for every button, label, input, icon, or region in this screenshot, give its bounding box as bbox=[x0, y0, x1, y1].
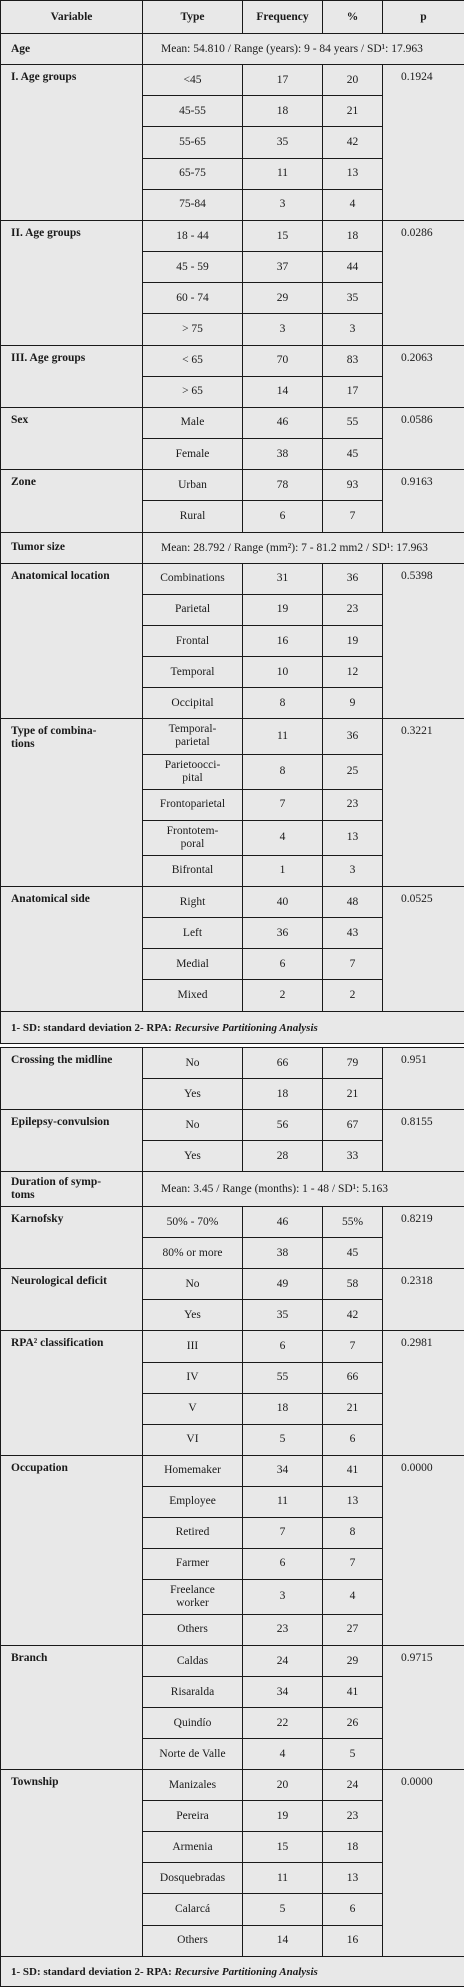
frequency-cell: 3 bbox=[243, 1579, 323, 1614]
percent-cell: 43 bbox=[323, 918, 383, 949]
type-cell: 45-55 bbox=[143, 96, 243, 127]
type-cell: > 75 bbox=[143, 314, 243, 345]
percent-cell: 41 bbox=[323, 1455, 383, 1486]
col-header-frequency: Frequency bbox=[243, 1, 323, 34]
percent-cell: 48 bbox=[323, 886, 383, 917]
type-cell: Risaralda bbox=[143, 1677, 243, 1708]
type-cell: Frontal bbox=[143, 625, 243, 656]
variable-cell: Anatomical side bbox=[1, 886, 143, 1011]
p-value-cell: 0.0000 bbox=[383, 1770, 464, 1957]
type-cell: Others bbox=[143, 1925, 243, 1956]
percent-cell: 8 bbox=[323, 1517, 383, 1548]
frequency-cell: 34 bbox=[243, 1677, 323, 1708]
percent-cell: 42 bbox=[323, 127, 383, 158]
variable-cell: Branch bbox=[1, 1645, 143, 1769]
type-cell: Female bbox=[143, 439, 243, 470]
header-row bbox=[1, 1, 464, 34]
table-row bbox=[1, 1645, 464, 1676]
table-row bbox=[1, 563, 464, 594]
variable-cell: III. Age groups bbox=[1, 345, 143, 407]
type-cell: 60 - 74 bbox=[143, 283, 243, 314]
percent-cell: 13 bbox=[323, 158, 383, 189]
frequency-cell: 35 bbox=[243, 127, 323, 158]
frequency-cell: 38 bbox=[243, 1238, 323, 1269]
percent-cell: 45 bbox=[323, 439, 383, 470]
type-cell: No bbox=[143, 1110, 243, 1141]
footnote bbox=[1, 1957, 464, 1987]
frequency-cell: 18 bbox=[243, 1079, 323, 1110]
type-cell: Urban bbox=[143, 470, 243, 501]
frequency-cell: 78 bbox=[243, 470, 323, 501]
percent-cell: 13 bbox=[323, 1486, 383, 1517]
type-cell: Armenia bbox=[143, 1832, 243, 1863]
footnote-row bbox=[1, 1957, 464, 1987]
type-cell: Caldas bbox=[143, 1645, 243, 1676]
type-cell: Parietal bbox=[143, 594, 243, 625]
table-row bbox=[1, 719, 464, 754]
variable-cell: RPA² classification bbox=[1, 1331, 143, 1455]
variable-cell: Township bbox=[1, 1770, 143, 1957]
type-cell: Mixed bbox=[143, 980, 243, 1012]
type-cell: 75-84 bbox=[143, 189, 243, 220]
type-cell: Quindío bbox=[143, 1708, 243, 1739]
percent-cell: 36 bbox=[323, 719, 383, 754]
results-table-part-2 bbox=[0, 1047, 464, 1987]
variable-cell: Zone bbox=[1, 470, 143, 532]
percent-cell: 27 bbox=[323, 1614, 383, 1645]
p-value-cell: 0.5398 bbox=[383, 563, 464, 719]
footnote-text: 1- SD: standard deviation 2- RPA: bbox=[11, 1021, 175, 1034]
percent-cell: 45 bbox=[323, 1238, 383, 1269]
p-value-cell: 0.0586 bbox=[383, 407, 464, 469]
type-cell: Temporal- parietal bbox=[143, 719, 243, 754]
table-row bbox=[1, 886, 464, 917]
type-cell: Right bbox=[143, 886, 243, 917]
percent-cell: 9 bbox=[323, 688, 383, 719]
percent-cell: 7 bbox=[323, 1331, 383, 1362]
percent-cell: 23 bbox=[323, 789, 383, 820]
percent-cell: 24 bbox=[323, 1770, 383, 1801]
frequency-cell: 40 bbox=[243, 886, 323, 917]
percent-cell: 3 bbox=[323, 855, 383, 886]
p-value-cell: 0.3221 bbox=[383, 719, 464, 887]
type-cell: Freelance worker bbox=[143, 1579, 243, 1614]
frequency-cell: 66 bbox=[243, 1048, 323, 1079]
p-value-cell: 0.0000 bbox=[383, 1455, 464, 1645]
type-cell: Bifrontal bbox=[143, 855, 243, 886]
footnote-italic: Recursive Partitioning Analysis bbox=[174, 1965, 318, 1978]
type-cell: > 65 bbox=[143, 376, 243, 407]
frequency-cell: 11 bbox=[243, 158, 323, 189]
percent-cell: 42 bbox=[323, 1300, 383, 1331]
percent-cell: 19 bbox=[323, 625, 383, 656]
frequency-cell: 6 bbox=[243, 1331, 323, 1362]
type-cell: Employee bbox=[143, 1486, 243, 1517]
type-cell: <45 bbox=[143, 65, 243, 96]
frequency-cell: 70 bbox=[243, 345, 323, 376]
table-row bbox=[1, 220, 464, 251]
variable-cell: Epilepsy-convulsion bbox=[1, 1110, 143, 1172]
frequency-cell: 4 bbox=[243, 820, 323, 855]
type-cell: Others bbox=[143, 1614, 243, 1645]
summary-cell: Mean: 28.792 / Range (mm²): 7 - 81.2 mm2 / SD¹: 17.963 bbox=[143, 532, 464, 563]
p-value-cell: 0.0286 bbox=[383, 220, 464, 345]
frequency-cell: 34 bbox=[243, 1455, 323, 1486]
percent-cell: 4 bbox=[323, 1579, 383, 1614]
p-value-cell: 0.2318 bbox=[383, 1269, 464, 1331]
variable-cell: Neurological deficit bbox=[1, 1269, 143, 1331]
type-cell: Calarcá bbox=[143, 1894, 243, 1925]
variable-cell: I. Age groups bbox=[1, 65, 143, 221]
percent-cell: 6 bbox=[323, 1894, 383, 1925]
type-cell: 65-75 bbox=[143, 158, 243, 189]
percent-cell: 67 bbox=[323, 1110, 383, 1141]
percent-cell: 20 bbox=[323, 65, 383, 96]
percent-cell: 66 bbox=[323, 1362, 383, 1393]
percent-cell: 13 bbox=[323, 1863, 383, 1894]
percent-cell: 6 bbox=[323, 1424, 383, 1455]
frequency-cell: 38 bbox=[243, 439, 323, 470]
frequency-cell: 3 bbox=[243, 189, 323, 220]
percent-cell: 5 bbox=[323, 1739, 383, 1770]
variable-cell: Anatomical location bbox=[1, 563, 143, 719]
type-cell: Yes bbox=[143, 1300, 243, 1331]
type-cell: Temporal bbox=[143, 657, 243, 688]
p-value-cell: 0.9715 bbox=[383, 1645, 464, 1769]
table-row bbox=[1, 407, 464, 438]
frequency-cell: 15 bbox=[243, 1832, 323, 1863]
frequency-cell: 11 bbox=[243, 1486, 323, 1517]
frequency-cell: 7 bbox=[243, 1517, 323, 1548]
type-cell: Yes bbox=[143, 1079, 243, 1110]
percent-cell: 33 bbox=[323, 1141, 383, 1172]
footnote-italic: Recursive Partitioning Analysis bbox=[174, 1021, 318, 1034]
table-row bbox=[1, 1770, 464, 1801]
type-cell: No bbox=[143, 1048, 243, 1079]
frequency-cell: 6 bbox=[243, 949, 323, 980]
table-row bbox=[1, 532, 464, 563]
frequency-cell: 55 bbox=[243, 1362, 323, 1393]
frequency-cell: 24 bbox=[243, 1645, 323, 1676]
type-cell: No bbox=[143, 1269, 243, 1300]
type-cell: < 65 bbox=[143, 345, 243, 376]
type-cell: Parietoocci- pital bbox=[143, 754, 243, 789]
percent-cell: 36 bbox=[323, 563, 383, 594]
frequency-cell: 14 bbox=[243, 376, 323, 407]
percent-cell: 35 bbox=[323, 283, 383, 314]
frequency-cell: 49 bbox=[243, 1269, 323, 1300]
frequency-cell: 46 bbox=[243, 1207, 323, 1238]
table-row bbox=[1, 1172, 464, 1207]
percent-cell: 21 bbox=[323, 96, 383, 127]
percent-cell: 55% bbox=[323, 1207, 383, 1238]
table-row bbox=[1, 345, 464, 376]
percent-cell: 3 bbox=[323, 314, 383, 345]
type-cell: Norte de Valle bbox=[143, 1739, 243, 1770]
frequency-cell: 37 bbox=[243, 252, 323, 283]
frequency-cell: 14 bbox=[243, 1925, 323, 1956]
frequency-cell: 10 bbox=[243, 657, 323, 688]
p-value-cell: 0.9163 bbox=[383, 470, 464, 532]
frequency-cell: 46 bbox=[243, 407, 323, 438]
percent-cell: 17 bbox=[323, 376, 383, 407]
type-cell: Pereira bbox=[143, 1801, 243, 1832]
percent-cell: 41 bbox=[323, 1677, 383, 1708]
p-value-cell: 0.2063 bbox=[383, 345, 464, 407]
frequency-cell: 36 bbox=[243, 918, 323, 949]
p-value-cell: 0.951 bbox=[383, 1048, 464, 1110]
table-row bbox=[1, 1048, 464, 1079]
percent-cell: 18 bbox=[323, 220, 383, 251]
frequency-cell: 4 bbox=[243, 1739, 323, 1770]
frequency-cell: 6 bbox=[243, 501, 323, 532]
variable-cell: Duration of symp- toms bbox=[1, 1172, 143, 1207]
frequency-cell: 31 bbox=[243, 563, 323, 594]
type-cell: 18 - 44 bbox=[143, 220, 243, 251]
frequency-cell: 56 bbox=[243, 1110, 323, 1141]
percent-cell: 25 bbox=[323, 754, 383, 789]
col-header-p: p bbox=[383, 1, 464, 34]
table-part-2 bbox=[0, 1047, 464, 1987]
frequency-cell: 23 bbox=[243, 1614, 323, 1645]
p-value-cell: 0.8219 bbox=[383, 1207, 464, 1269]
percent-cell: 7 bbox=[323, 1548, 383, 1579]
type-cell: 45 - 59 bbox=[143, 252, 243, 283]
percent-cell: 13 bbox=[323, 820, 383, 855]
frequency-cell: 19 bbox=[243, 1801, 323, 1832]
percent-cell: 23 bbox=[323, 594, 383, 625]
percent-cell: 2 bbox=[323, 980, 383, 1012]
type-cell: Dosquebradas bbox=[143, 1863, 243, 1894]
frequency-cell: 35 bbox=[243, 1300, 323, 1331]
frequency-cell: 18 bbox=[243, 1393, 323, 1424]
frequency-cell: 28 bbox=[243, 1141, 323, 1172]
frequency-cell: 29 bbox=[243, 283, 323, 314]
type-cell: 50% - 70% bbox=[143, 1207, 243, 1238]
frequency-cell: 5 bbox=[243, 1424, 323, 1455]
type-cell: Medial bbox=[143, 949, 243, 980]
variable-cell: Occupation bbox=[1, 1455, 143, 1645]
type-cell: Frontotem- poral bbox=[143, 820, 243, 855]
frequency-cell: 3 bbox=[243, 314, 323, 345]
table-row bbox=[1, 1455, 464, 1486]
frequency-cell: 11 bbox=[243, 1863, 323, 1894]
frequency-cell: 6 bbox=[243, 1548, 323, 1579]
type-cell: Male bbox=[143, 407, 243, 438]
summary-cell: Mean: 54.810 / Range (years): 9 - 84 years / SD¹: 17.963 bbox=[143, 34, 464, 65]
frequency-cell: 5 bbox=[243, 1894, 323, 1925]
p-value-cell: 0.1924 bbox=[383, 65, 464, 221]
frequency-cell: 16 bbox=[243, 625, 323, 656]
percent-cell: 21 bbox=[323, 1393, 383, 1424]
frequency-cell: 8 bbox=[243, 688, 323, 719]
table-row bbox=[1, 65, 464, 96]
percent-cell: 79 bbox=[323, 1048, 383, 1079]
variable-cell: Type of combina- tions bbox=[1, 719, 143, 887]
percent-cell: 12 bbox=[323, 657, 383, 688]
type-cell: Homemaker bbox=[143, 1455, 243, 1486]
frequency-cell: 1 bbox=[243, 855, 323, 886]
p-value-cell: 0.2981 bbox=[383, 1331, 464, 1455]
percent-cell: 7 bbox=[323, 949, 383, 980]
col-header-variable: Variable bbox=[1, 1, 143, 34]
frequency-cell: 17 bbox=[243, 65, 323, 96]
percent-cell: 18 bbox=[323, 1832, 383, 1863]
percent-cell: 23 bbox=[323, 1801, 383, 1832]
percent-cell: 4 bbox=[323, 189, 383, 220]
table-row bbox=[1, 1269, 464, 1300]
table-row bbox=[1, 1207, 464, 1238]
frequency-cell: 8 bbox=[243, 754, 323, 789]
frequency-cell: 2 bbox=[243, 980, 323, 1012]
type-cell: 55-65 bbox=[143, 127, 243, 158]
type-cell: Combinations bbox=[143, 563, 243, 594]
summary-cell: Mean: 3.45 / Range (months): 1 - 48 / SD¹: 5.163 bbox=[143, 1172, 464, 1207]
percent-cell: 7 bbox=[323, 501, 383, 532]
type-cell: Farmer bbox=[143, 1548, 243, 1579]
variable-cell: Crossing the midline bbox=[1, 1048, 143, 1110]
frequency-cell: 18 bbox=[243, 96, 323, 127]
p-value-cell: 0.8155 bbox=[383, 1110, 464, 1172]
footnote-row bbox=[1, 1012, 464, 1044]
variable-cell: II. Age groups bbox=[1, 220, 143, 345]
percent-cell: 16 bbox=[323, 1925, 383, 1956]
percent-cell: 55 bbox=[323, 407, 383, 438]
footnote-text: 1- SD: standard deviation 2- RPA: bbox=[11, 1965, 175, 1978]
col-header-percent: % bbox=[323, 1, 383, 34]
type-cell: Yes bbox=[143, 1141, 243, 1172]
table-row bbox=[1, 470, 464, 501]
variable-cell: Sex bbox=[1, 407, 143, 469]
variable-cell: Age bbox=[1, 34, 143, 65]
type-cell: Manizales bbox=[143, 1770, 243, 1801]
table-row bbox=[1, 1110, 464, 1141]
type-cell: Rural bbox=[143, 501, 243, 532]
type-cell: Retired bbox=[143, 1517, 243, 1548]
type-cell: 80% or more bbox=[143, 1238, 243, 1269]
footnote bbox=[1, 1012, 464, 1044]
type-cell: IV bbox=[143, 1362, 243, 1393]
percent-cell: 29 bbox=[323, 1645, 383, 1676]
col-header-type: Type bbox=[143, 1, 243, 34]
percent-cell: 21 bbox=[323, 1079, 383, 1110]
variable-cell: Karnofsky bbox=[1, 1207, 143, 1269]
percent-cell: 93 bbox=[323, 470, 383, 501]
type-cell: Frontoparietal bbox=[143, 789, 243, 820]
type-cell: Occipital bbox=[143, 688, 243, 719]
type-cell: Left bbox=[143, 918, 243, 949]
type-cell: V bbox=[143, 1393, 243, 1424]
frequency-cell: 7 bbox=[243, 789, 323, 820]
type-cell: VI bbox=[143, 1424, 243, 1455]
percent-cell: 58 bbox=[323, 1269, 383, 1300]
table-row bbox=[1, 1331, 464, 1362]
frequency-cell: 19 bbox=[243, 594, 323, 625]
percent-cell: 83 bbox=[323, 345, 383, 376]
type-cell: III bbox=[143, 1331, 243, 1362]
p-value-cell: 0.0525 bbox=[383, 886, 464, 1011]
variable-cell: Tumor size bbox=[1, 532, 143, 563]
percent-cell: 44 bbox=[323, 252, 383, 283]
frequency-cell: 11 bbox=[243, 719, 323, 754]
frequency-cell: 15 bbox=[243, 220, 323, 251]
frequency-cell: 22 bbox=[243, 1708, 323, 1739]
frequency-cell: 20 bbox=[243, 1770, 323, 1801]
table-row bbox=[1, 34, 464, 65]
percent-cell: 26 bbox=[323, 1708, 383, 1739]
